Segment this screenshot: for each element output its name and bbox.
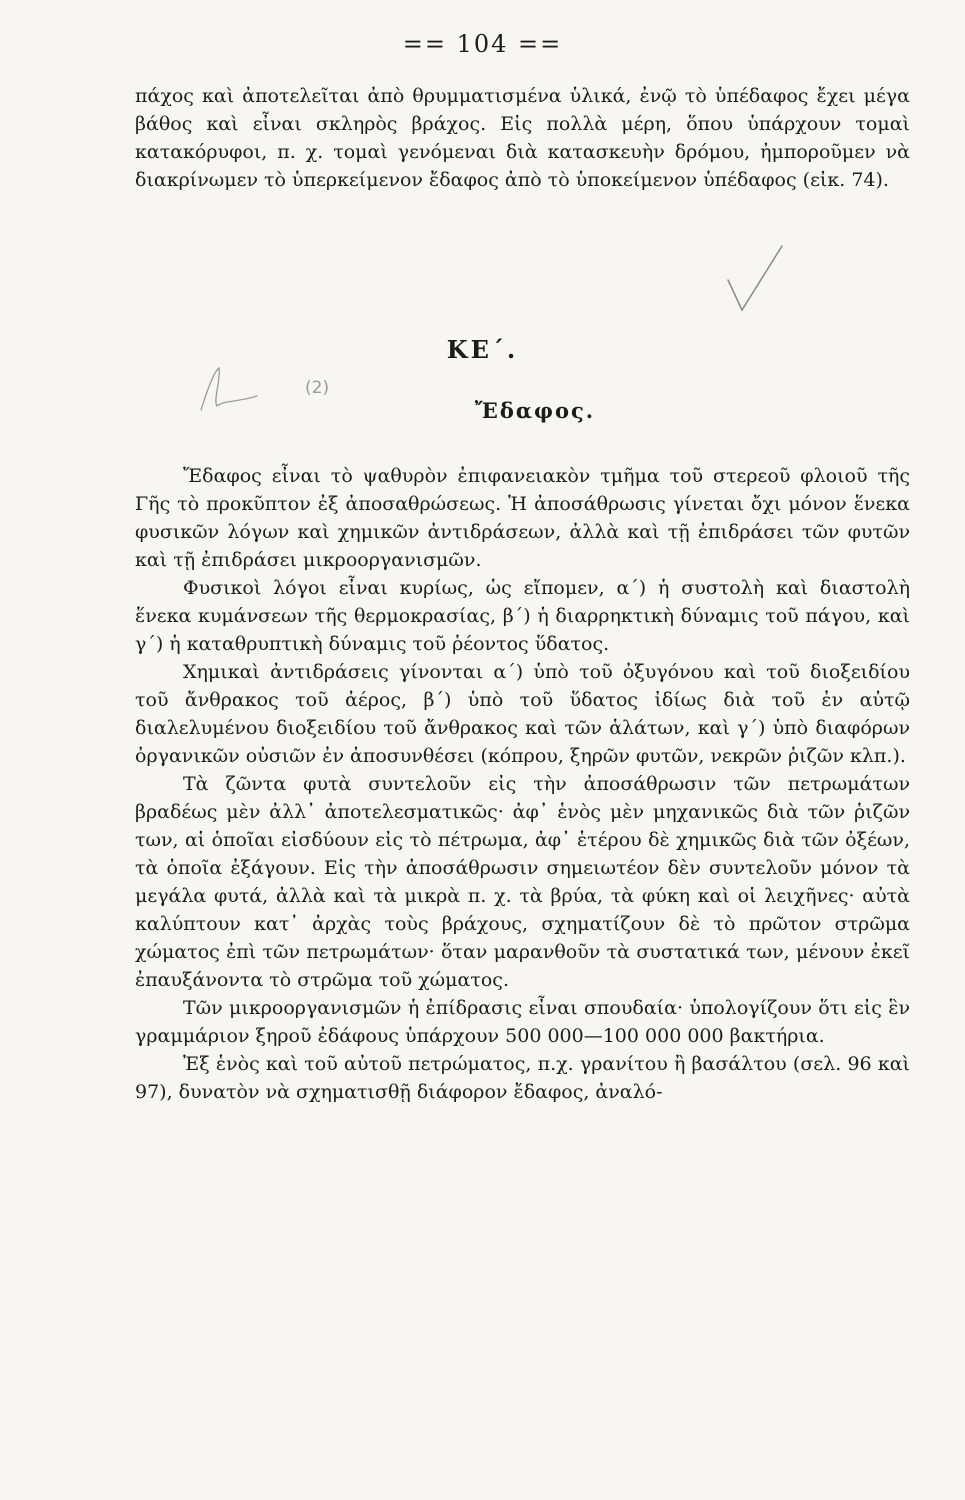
paragraph-3: Χημικαὶ ἀντιδράσεις γίνονται α΄) ὑπὸ τοῦ ὀξυγόνου καὶ τοῦ διοξειδίου τοῦ ἄνθρακος τοῦ ἀέρος, β΄) ὑπὸ τοῦ ὕδατος ἰδίως διὰ τοῦ ἐν αὐτῷ διαλελυμένου διοξειδίου τοῦ ἄνθρακος καὶ τῶν ἁλάτων, καὶ γ΄) ὑπὸ διαφόρων ὀργανικῶν οὐσιῶν ἐν ἀποσυνθέσει (κόπρου, ξηρῶν φυτῶν, νεκρῶν ῥιζῶν κλπ.). xyxy=(135,661,910,767)
paragraph-4: Τὰ ζῶντα φυτὰ συντελοῦν εἰς τὴν ἀποσάθρωσιν τῶν πετρωμάτων βραδέως μὲν ἀλλ᾽ ἀποτελεσματικῶς· ἀφ᾽ ἑνὸς μὲν μηχανικῶς διὰ τῶν ῥιζῶν των, αἱ ὁποῖαι εἰσδύουν εἰς τὸ πέτρωμα, ἀφ᾽ ἑτέρου δὲ χημικῶς διὰ τῶν ὀξέων, τὰ ὁποῖα ἐξάγουν. Εἰς τὴν ἀποσάθρωσιν σημειωτέον δὲν συντελοῦν μόνον τὰ μεγάλα φυτά, ἀλλὰ καὶ τὰ μικρὰ π. χ. τὰ βρύα, τὰ φύκη καὶ οἱ λειχῆνες· αὐτὰ καλύπτουν κατ᾽ ἀρχὰς τοὺς βράχους, σχηματίζουν δὲ τὸ πρῶτον στρῶμα χώματος ἐπὶ τῶν πετρωμάτων· ὅταν μαρανθοῦν τὰ συστατικά των, μένουν ἐκεῖ ἐπαυξάνοντα τὸ στρῶμα τοῦ χώματος. xyxy=(135,773,910,991)
paragraph-5: Τῶν μικροοργανισμῶν ἡ ἐπίδρασις εἶναι σπουδαία· ὑπολογίζουν ὅτι εἰς ἓν γραμμάριον ξηροῦ ἐδάφους ὑπάρχουν 500 000—100 000 000 βακτήρια. xyxy=(135,997,910,1047)
page-number: == 104 == xyxy=(402,30,563,58)
paragraph-continued: πάχος καὶ ἀποτελεῖται ἀπὸ θρυμματισμένα ὑλικά, ἐνῷ τὸ ὑπέδαφος ἔχει μέγα βάθος καὶ εἶναι σκληρὸς βράχος. Εἰς πολλὰ μέρη, ὅπου ὑπάρχουν τομαὶ κατακόρυφοι, π. χ. τομαὶ γενόμεναι διὰ κατασκευὴν δρόμου, ἠμποροῦμεν νὰ διακρίνωμεν τὸ ὑπερκείμενον ἔδαφος ἀπὸ τὸ ὑποκείμενον ὑπέδαφος (εἰκ. 74). xyxy=(135,85,910,191)
section-body xyxy=(135,462,910,1106)
paragraph-1: Ἔδαφος εἶναι τὸ ψαθυρὸν ἐπιφανειακὸν τμῆμα τοῦ στερεοῦ φλοιοῦ τῆς Γῆς τὸ προκῦπτον ἐξ ἀποσαθρώσεως. Ἡ ἀποσάθρωσις γίνεται ὄχι μόνον ἕνεκα φυσικῶν λόγων καὶ χημικῶν ἀντιδράσεων, ἀλλὰ καὶ τῇ ἐπιδράσει τῶν φυτῶν καὶ τῇ ἐπιδράσει μικροοργανισμῶν. xyxy=(135,465,910,571)
continued-text xyxy=(135,82,910,194)
section-number: ΚΕ΄. xyxy=(446,335,519,364)
margin-note-number: (2) xyxy=(305,378,330,398)
paragraph-6: Ἐξ ἑνὸς καὶ τοῦ αὐτοῦ πετρώματος, π.χ. γρανίτου ἢ βασάλτου (σελ. 96 καὶ 97), δυνατὸν νὰ σχηματισθῇ διάφορον ἔδαφος, ἀναλό- xyxy=(135,1053,910,1103)
paragraph-2: Φυσικοὶ λόγοι εἶναι κυρίως, ὡς εἴπομεν, α΄) ἡ συστολὴ καὶ διαστολὴ ἕνεκα κυμάνσεων τῆς θερμοκρασίας, β΄) ἡ διαρρηκτικὴ δύναμις τοῦ πάγου, καὶ γ΄) ἡ καταθρυπτικὴ δύναμις τοῦ ῥέοντος ὕδατος. xyxy=(135,577,910,655)
pencil-scribble-icon xyxy=(195,360,265,420)
pencil-checkmark-icon xyxy=(720,240,790,320)
section-title: Ἔδαφος. xyxy=(474,398,596,423)
